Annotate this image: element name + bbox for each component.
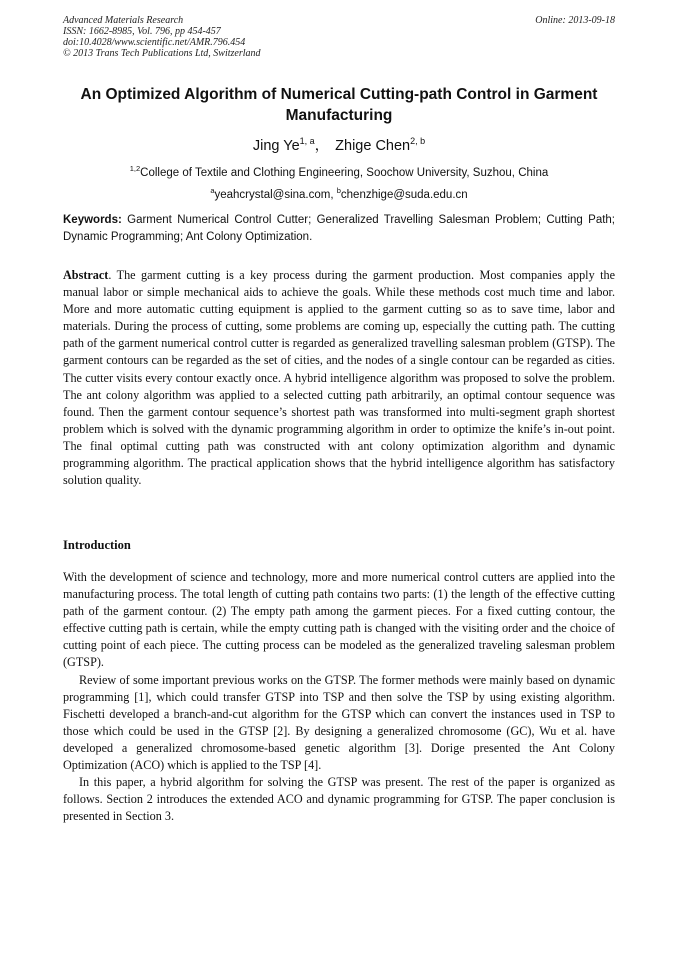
publication-info bbox=[63, 15, 261, 59]
author-name: Zhige Chen bbox=[335, 138, 411, 154]
introduction-body bbox=[63, 569, 615, 825]
affiliation-line bbox=[63, 160, 615, 182]
author-superscript: 1, a bbox=[299, 136, 315, 146]
author-name: Jing Ye bbox=[252, 138, 300, 154]
abstract-block bbox=[63, 267, 615, 489]
journal-name: Advanced Materials Research bbox=[63, 15, 184, 26]
author-superscript: 2, b bbox=[410, 136, 426, 146]
affiliation-block bbox=[63, 160, 615, 204]
keywords-label: Keywords: bbox=[63, 214, 122, 226]
online-date: Online: 2013-09-18 bbox=[535, 15, 615, 26]
affiliation-superscript: 1,2 bbox=[129, 164, 141, 173]
copyright-line: © 2013 Trans Tech Publications Ltd, Switzerland bbox=[63, 48, 261, 59]
body-paragraph: In this paper, a hybrid algorithm for solving the GTSP was present. The rest of the paper is organized as follows. Section 2 introduces the extended ACO and dynamic programming for GTSP. The paper conclusion is presented in Section 3. bbox=[63, 775, 615, 824]
email-address: chenzhige@suda.edu.cn bbox=[340, 189, 468, 201]
email-line bbox=[63, 182, 615, 204]
section-heading: Introduction bbox=[63, 538, 131, 552]
body-paragraph: With the development of science and technology, more and more numerical control cutters are applied into the manufacturing process. The total length of cutting path contains two parts: (1) the length of the effective cutting path of the garment contour. (2) The empty path among the garment pieces. For a fixed cutting contour, the effective cutting path is certain, while the empty cutting path is changed with the visiting order and the choice of cutting point of each piece. The cutting process can be modeled as the generalized traveling salesman problem (GTSP). bbox=[63, 570, 615, 670]
keywords-block bbox=[63, 212, 615, 246]
doi-line: doi:10.4028/www.scientific.net/AMR.796.454 bbox=[63, 37, 246, 48]
affiliation-text: College of Textile and Clothing Engineering, Soochow University, Suzhou, China bbox=[140, 167, 549, 179]
issn-line: ISSN: 1662-8985, Vol. 796, pp 454-457 bbox=[63, 26, 221, 37]
keywords-text: Garment Numerical Control Cutter; Generalized Travelling Salesman Problem; Cutting Path; Dynamic Programming; Ant Colony Optimization. bbox=[63, 214, 615, 243]
paper-title: An Optimized Algorithm of Numerical Cutting-path Control in Garment Manufacturing bbox=[80, 86, 598, 124]
abstract-text: . The garment cutting is a key process during the garment production. Most companies apply the manual labor or simple mechanical aids to achieve the goals. While these methods cost much time and labor. More and more automatic cutting equipment is applied to the garment cutting so as to save time, labor and materials. During the process of cutting, some problems are coming up, especially the cutting path. The cutting path of the garment numerical control cutter is regarded as generalized travelling salesman problem (GTSP). The garment contours can be regarded as the set of cities, and the nodes of a single contour can be regarded as cities. The cutter visits every contour exactly once. A hybrid intelligence algorithm was proposed to solve the problem. The ant colony algorithm was applied to a selected cutting path arbitrarily, an optimal contour sequence was found. Then the garment contour sequence’s shortest path was transformed into multi-segment graph shortest problem which is solved with the dynamic programming algorithm in order to optimize the knife’s in-out point. The final optimal cutting path was constructed with ant colony optimization algorithm and dynamic programming algorithm. The practical application shows that the hybrid intelligence algorithm has satisfactory solution quality. bbox=[63, 268, 615, 488]
abstract-label: Abstract bbox=[63, 268, 109, 282]
author-line bbox=[63, 132, 615, 155]
abstract-paragraph bbox=[63, 267, 615, 489]
author-separator: ， bbox=[314, 138, 330, 154]
email-superscript: b bbox=[336, 186, 341, 195]
body-paragraph: Review of some important previous works on the GTSP. The former methods were mainly based on dynamic programming [1], which could transfer GTSP into TSP and then solve the TSP by using existing algorithm. Fischetti developed a branch-and-cut algorithm for the GTSP which can convert the instances used in TSP to those which could be used in the GTSP [2]. By designing a generalized chromosome (GC), Wu et al. have developed a generalized chromosome-based genetic algorithm [3]. Dorige presented the Ant Colony Optimization (ACO) which is applied to the TSP [4]. bbox=[63, 672, 615, 773]
email-superscript: a bbox=[210, 186, 215, 195]
email-address: yeahcrystal@sina.com, bbox=[214, 189, 337, 201]
